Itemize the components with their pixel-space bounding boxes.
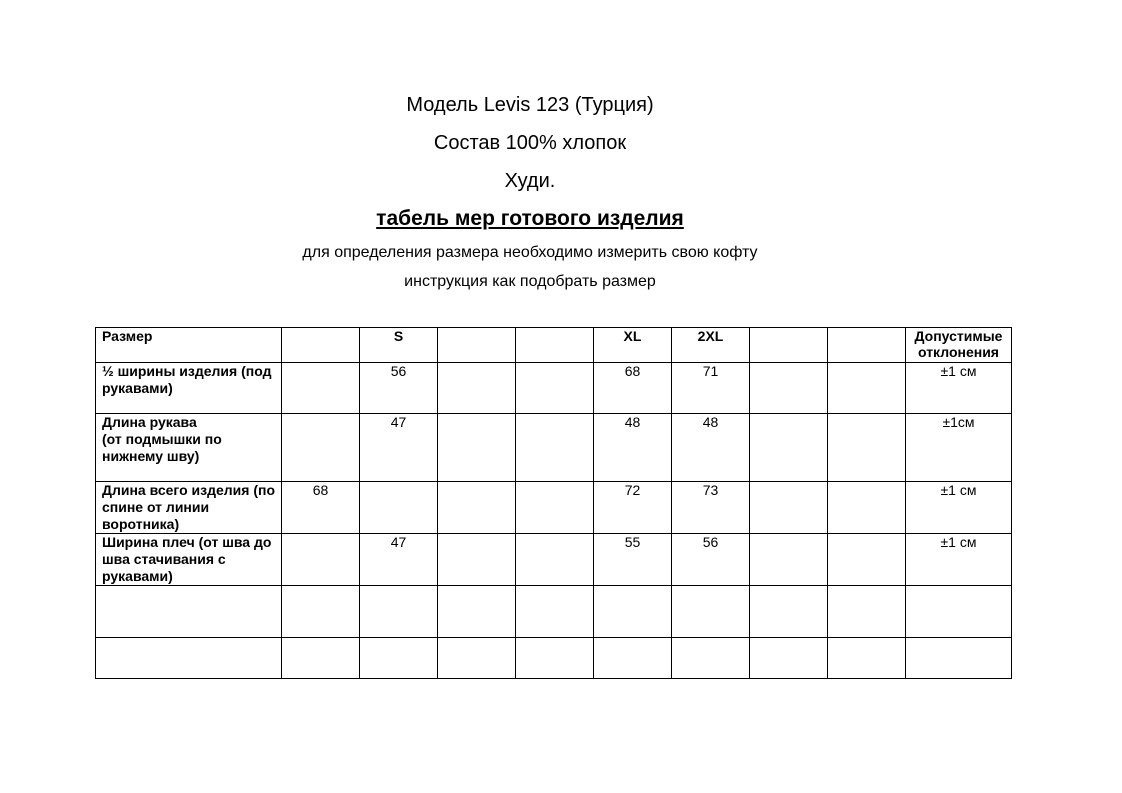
- header-cell-s: S: [360, 328, 438, 363]
- header-cell: [750, 328, 828, 363]
- table-cell: 55: [594, 534, 672, 586]
- row-label: Длина всего изделия (по спине от линии воротника): [96, 482, 282, 534]
- table-cell: [516, 482, 594, 534]
- table-cell: [516, 414, 594, 482]
- row-label: [96, 586, 282, 638]
- table-cell: [828, 482, 906, 534]
- tolerance-cell: ±1см: [906, 414, 1012, 482]
- header-cell-2xl: 2XL: [672, 328, 750, 363]
- table-cell: [360, 482, 438, 534]
- row-label: Ширина плеч (от шва до шва стачивания с рукавами): [96, 534, 282, 586]
- table-title: табель мер готового изделия: [376, 207, 684, 230]
- table-cell: [282, 414, 360, 482]
- table-cell: 56: [672, 534, 750, 586]
- table-row: [96, 363, 1012, 414]
- table-cell: [282, 534, 360, 586]
- table-row: [96, 482, 1012, 534]
- header-cell-tolerance: Допустимые отклонения: [906, 328, 1012, 363]
- table-cell: 48: [594, 414, 672, 482]
- table-cell: [750, 363, 828, 414]
- header-cell: [828, 328, 906, 363]
- table-row-empty: [96, 638, 1012, 679]
- table-cell: [282, 363, 360, 414]
- table-cell: [594, 638, 672, 679]
- table-cell: [750, 414, 828, 482]
- table-row-empty: [96, 586, 1012, 638]
- row-label: [96, 638, 282, 679]
- table-cell: 48: [672, 414, 750, 482]
- table-cell: [828, 586, 906, 638]
- table-cell: [360, 586, 438, 638]
- table-cell: 47: [360, 414, 438, 482]
- table-cell: [750, 638, 828, 679]
- table-cell: [438, 534, 516, 586]
- table-cell: [594, 586, 672, 638]
- table-cell: 68: [282, 482, 360, 534]
- instruction-line: для определения размера необходимо измерить свою кофту: [302, 244, 758, 261]
- table-cell: [828, 363, 906, 414]
- table-cell: [438, 414, 516, 482]
- row-label: ½ ширины изделия (под рукавами): [96, 363, 282, 414]
- table-cell: 73: [672, 482, 750, 534]
- table-cell: [516, 586, 594, 638]
- table-cell: 71: [672, 363, 750, 414]
- tolerance-cell: ±1 см: [906, 363, 1012, 414]
- header-cell-xl: XL: [594, 328, 672, 363]
- table-cell: [282, 586, 360, 638]
- header-cell: [438, 328, 516, 363]
- table-cell: [516, 363, 594, 414]
- tolerance-cell: [906, 586, 1012, 638]
- table-cell: [516, 638, 594, 679]
- table-cell: [438, 586, 516, 638]
- composition-line: Состав 100% хлопок: [433, 132, 627, 154]
- table-row: [96, 414, 1012, 482]
- header-cell-size: Размер: [96, 328, 282, 363]
- item-name: Худи.: [504, 170, 556, 192]
- table-cell: [438, 638, 516, 679]
- row-label: Длина рукава (от подмышки по нижнему шву): [96, 414, 282, 482]
- table-cell: [750, 534, 828, 586]
- table-cell: 56: [360, 363, 438, 414]
- table-row: [96, 534, 1012, 586]
- model-title: Модель Levis 123 (Турция): [406, 94, 654, 116]
- header-cell: [516, 328, 594, 363]
- size-table: [95, 327, 1012, 679]
- table-cell: [828, 534, 906, 586]
- table-cell: [360, 638, 438, 679]
- table-cell: [282, 638, 360, 679]
- table-cell: [828, 638, 906, 679]
- tolerance-cell: [906, 638, 1012, 679]
- tolerance-cell: ±1 см: [906, 534, 1012, 586]
- table-cell: [750, 482, 828, 534]
- table-cell: 72: [594, 482, 672, 534]
- header-cell: [282, 328, 360, 363]
- table-cell: [438, 482, 516, 534]
- table-cell: [438, 363, 516, 414]
- table-cell: [750, 586, 828, 638]
- table-cell: [672, 586, 750, 638]
- table-header-row: [96, 328, 1012, 363]
- instruction-link-line: инструкция как подобрать размер: [404, 273, 656, 290]
- tolerance-cell: ±1 см: [906, 482, 1012, 534]
- table-cell: 47: [360, 534, 438, 586]
- table-cell: 68: [594, 363, 672, 414]
- table-cell: [516, 534, 594, 586]
- table-cell: [828, 414, 906, 482]
- table-cell: [672, 638, 750, 679]
